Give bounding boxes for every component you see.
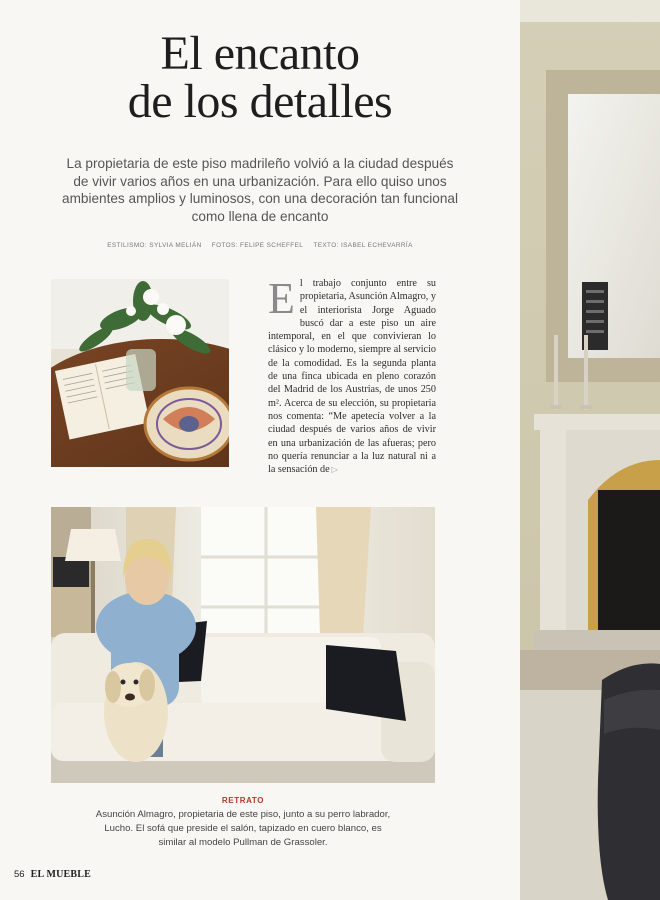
article-title — [0, 27, 520, 128]
article-body — [268, 274, 436, 476]
continue-arrow-icon: ▷ — [331, 465, 338, 475]
magazine-name: EL MUEBLE — [30, 869, 92, 880]
credit-photos: FOTOS: FELIPE SCHEFFEL — [211, 242, 304, 249]
article-credits — [60, 242, 460, 249]
page-folio — [14, 869, 91, 880]
title-line-1: El encanto — [160, 27, 360, 80]
caption-text: Asunción Almagro, propietaria de este piso, junto a su perro labrador, Lucho. El sofá que preside el salón, tapizado en cuero blanco, es similar al modelo Pullman de Grassoler. — [95, 809, 391, 848]
page-number: 56 — [14, 869, 25, 880]
credit-styling: ESTILISMO: SYLVIA MELIÁN — [107, 242, 202, 249]
article-body-text: l trabajo conjunto entre su propietaria, Asunción Almagro, y el interiorista Jorge Aguado buscó dar a este piso un aire intemporal, en el que convivieran lo clásico y lo moderno, siempre al servicio de la comodidad. Es la segunda planta de una finca ubicada en pleno corazón del Madrid de los Austrias, de unos 250 m². Acerca de su elección, su propietaria nos comenta: “Me apetecía volver a la ciudad después de varios años de vivir en una urbanización de las afueras; pero no quería renunciar a la luz natural ni a la sensación de — [268, 278, 436, 476]
drop-cap: E — [268, 274, 295, 323]
article-deck: La propietaria de este piso madrileño volvió a la ciudad después de vivir varios años en una urbanización. Para ello quiso unos ambientes amplios y luminosos, con una decoración tan funcional como llena de encanto — [62, 156, 458, 224]
still-life-photo — [51, 279, 229, 467]
portrait-photo — [51, 507, 435, 783]
interior-photo — [520, 0, 660, 900]
caption-label: RETRATO — [221, 796, 265, 805]
credit-text: TEXTO: ISABEL ECHEVARRÍA — [313, 242, 413, 249]
title-line-2: de los detalles — [127, 75, 393, 128]
